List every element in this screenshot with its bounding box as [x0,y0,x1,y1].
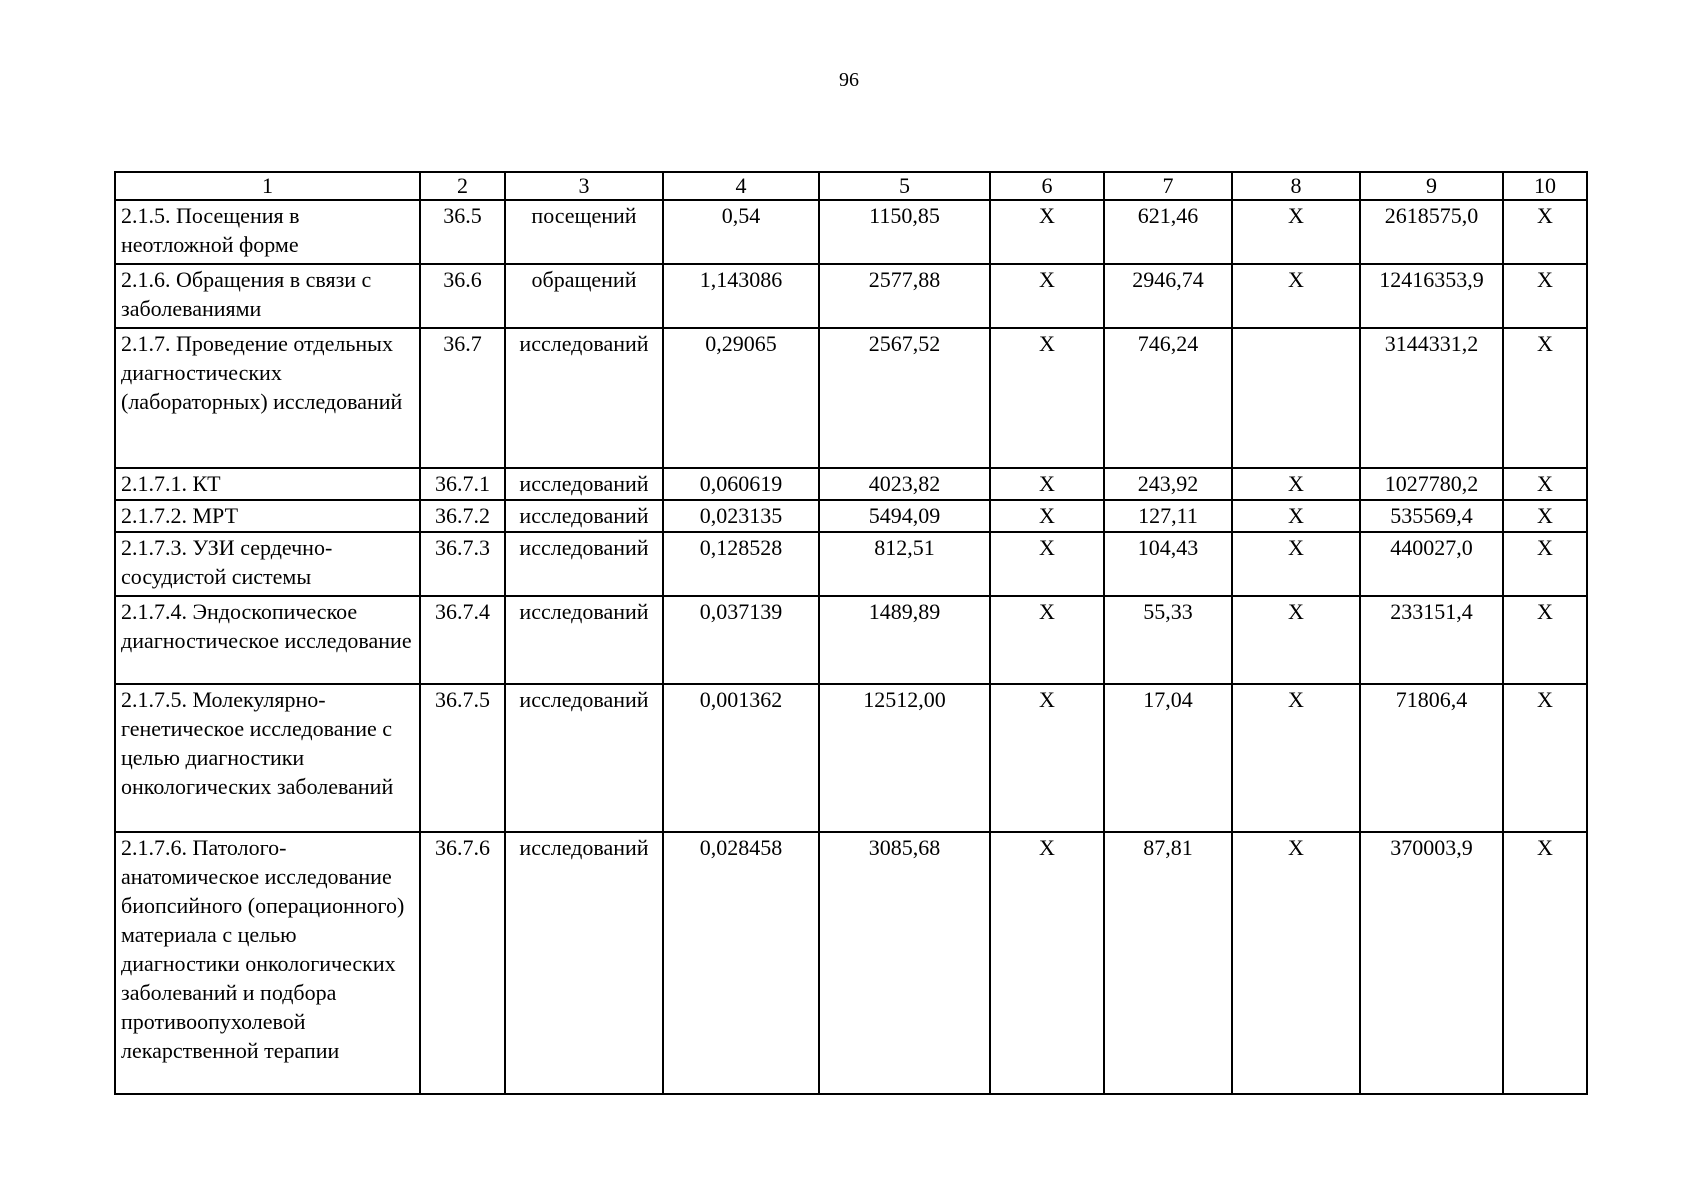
value-cell-8: X [1232,532,1360,596]
value-cell-5: 12512,00 [819,684,990,832]
data-table [114,171,1588,1095]
value-cell-9: 2618575,0 [1360,200,1503,264]
value-cell-9: 370003,9 [1360,832,1503,1094]
column-number: 9 [1360,172,1503,200]
value-cell-6: X [990,532,1104,596]
value-cell-4: 0,037139 [663,596,819,684]
table-row [115,532,1587,596]
column-number: 2 [420,172,505,200]
row-unit-cell: исследований [505,328,663,468]
value-cell-6: X [990,684,1104,832]
row-code-cell: 36.7.5 [420,684,505,832]
column-number: 8 [1232,172,1360,200]
value-cell-6: X [990,264,1104,328]
value-cell-10: X [1503,684,1587,832]
value-cell-7: 2946,74 [1104,264,1232,328]
column-number: 5 [819,172,990,200]
value-cell-10: X [1503,264,1587,328]
table-row [115,684,1587,832]
value-cell-8: X [1232,264,1360,328]
value-cell-7: 621,46 [1104,200,1232,264]
row-code-cell: 36.7.4 [420,596,505,684]
column-number: 4 [663,172,819,200]
column-number: 6 [990,172,1104,200]
row-unit-cell: исследований [505,468,663,500]
row-code-cell: 36.6 [420,264,505,328]
value-cell-7: 87,81 [1104,832,1232,1094]
value-cell-7: 17,04 [1104,684,1232,832]
row-name-cell: 2.1.7.5. Молекулярно-генетическое исследование с целью диагностики онкологических заболеваний [115,684,420,832]
value-cell-10: X [1503,200,1587,264]
value-cell-6: X [990,500,1104,532]
value-cell-8: X [1232,500,1360,532]
row-unit-cell: исследований [505,684,663,832]
table-row [115,832,1587,1094]
column-number: 7 [1104,172,1232,200]
value-cell-10: X [1503,468,1587,500]
row-unit-cell: обращений [505,264,663,328]
value-cell-5: 2567,52 [819,328,990,468]
value-cell-5: 4023,82 [819,468,990,500]
column-number: 1 [115,172,420,200]
table-row [115,328,1587,468]
table-row [115,500,1587,532]
value-cell-9: 440027,0 [1360,532,1503,596]
value-cell-8: X [1232,596,1360,684]
page-number: 96 [839,69,859,91]
value-cell-7: 127,11 [1104,500,1232,532]
value-cell-9: 535569,4 [1360,500,1503,532]
value-cell-4: 0,001362 [663,684,819,832]
row-name-cell: 2.1.7.6. Патолого-анатомическое исследование биопсийного (операционного) материала с целью диагностики онкологических заболеваний и подбора противоопухолевой лекарственной терапии [115,832,420,1094]
row-name-cell: 2.1.6. Обращения в связи с заболеваниями [115,264,420,328]
value-cell-10: X [1503,832,1587,1094]
value-cell-7: 104,43 [1104,532,1232,596]
row-name-cell: 2.1.7.1. КТ [115,468,420,500]
value-cell-9: 3144331,2 [1360,328,1503,468]
column-number: 3 [505,172,663,200]
value-cell-9: 12416353,9 [1360,264,1503,328]
table-row [115,596,1587,684]
column-number: 10 [1503,172,1587,200]
table-row [115,468,1587,500]
value-cell-7: 746,24 [1104,328,1232,468]
row-name-cell: 2.1.7.2. МРТ [115,500,420,532]
row-name-cell: 2.1.7.3. УЗИ сердечно-сосудистой системы [115,532,420,596]
table-row [115,264,1587,328]
row-unit-cell: посещений [505,200,663,264]
value-cell-5: 1150,85 [819,200,990,264]
value-cell-4: 0,128528 [663,532,819,596]
row-unit-cell: исследований [505,596,663,684]
value-cell-10: X [1503,500,1587,532]
value-cell-10: X [1503,328,1587,468]
value-cell-4: 0,028458 [663,832,819,1094]
row-code-cell: 36.7.3 [420,532,505,596]
row-name-cell: 2.1.7. Проведение отдельных диагностических (лабораторных) исследований [115,328,420,468]
value-cell-10: X [1503,596,1587,684]
row-code-cell: 36.7.2 [420,500,505,532]
row-name-cell: 2.1.7.4. Эндоскопическое диагностическое исследование [115,596,420,684]
value-cell-6: X [990,328,1104,468]
value-cell-5: 1489,89 [819,596,990,684]
value-cell-6: X [990,832,1104,1094]
column-number-row [115,172,1587,200]
value-cell-8: X [1232,200,1360,264]
value-cell-9: 1027780,2 [1360,468,1503,500]
value-cell-4: 0,29065 [663,328,819,468]
value-cell-4: 1,143086 [663,264,819,328]
row-unit-cell: исследований [505,532,663,596]
value-cell-4: 0,54 [663,200,819,264]
row-unit-cell: исследований [505,500,663,532]
value-cell-8 [1232,328,1360,468]
value-cell-6: X [990,468,1104,500]
table-row [115,200,1587,264]
value-cell-9: 71806,4 [1360,684,1503,832]
value-cell-5: 3085,68 [819,832,990,1094]
row-code-cell: 36.7.6 [420,832,505,1094]
value-cell-8: X [1232,832,1360,1094]
value-cell-5: 2577,88 [819,264,990,328]
row-unit-cell: исследований [505,832,663,1094]
value-cell-7: 243,92 [1104,468,1232,500]
value-cell-10: X [1503,532,1587,596]
value-cell-4: 0,023135 [663,500,819,532]
value-cell-6: X [990,200,1104,264]
value-cell-4: 0,060619 [663,468,819,500]
value-cell-6: X [990,596,1104,684]
row-code-cell: 36.5 [420,200,505,264]
row-code-cell: 36.7.1 [420,468,505,500]
value-cell-7: 55,33 [1104,596,1232,684]
value-cell-8: X [1232,468,1360,500]
row-code-cell: 36.7 [420,328,505,468]
value-cell-9: 233151,4 [1360,596,1503,684]
row-name-cell: 2.1.5. Посещения в неотложной форме [115,200,420,264]
value-cell-8: X [1232,684,1360,832]
value-cell-5: 5494,09 [819,500,990,532]
value-cell-5: 812,51 [819,532,990,596]
